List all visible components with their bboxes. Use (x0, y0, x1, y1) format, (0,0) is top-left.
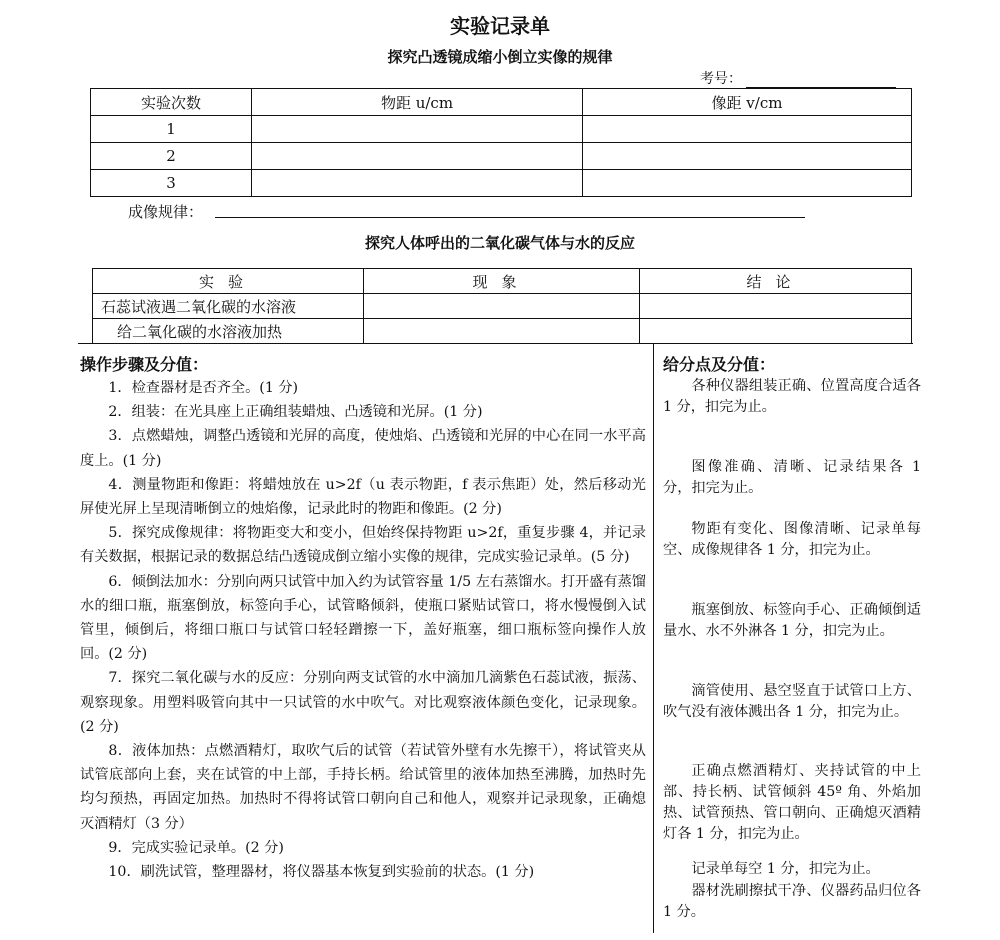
step-item: 9．完成实验记录单。(2 分) (108, 839, 284, 856)
step-item: 4．测量物距和像距：将蜡烛放在 u>2f（u 表示物距，f 表示焦距）处，然后移动光屏使光屏上呈现清晰倒立的烛焰像，记录此时的物距和像距。(2 分) (80, 476, 646, 518)
header-conclusion: 结论 (640, 269, 912, 294)
document-title: 实验记录单 (450, 14, 550, 38)
exam-number-field (700, 68, 896, 88)
table-row (93, 294, 912, 319)
score-item: 瓶塞倒放、标签向手心、正确倾倒适量水、水不外淋各 1 分，扣完为止。 (663, 602, 921, 639)
image-distance-cell[interactable] (583, 143, 912, 170)
step-item: 6．倾倒法加水：分别向两只试管中加入约为试管容量 1/5 左右蒸馏水。打开盛有蒸馏水的细口瓶，瓶塞倒放，标签向手心，试管略倾斜，使瓶口紧贴试管口，将水慢慢倒入试管里，倾倒后，将细口瓶口与试管口轻轻蹭擦一下，盖好瓶塞，细口瓶标签向操作人放回。(2 分) (80, 573, 646, 663)
section-divider (78, 343, 913, 344)
trial-number: 2 (91, 143, 252, 170)
header-experiment: 实验 (93, 269, 364, 294)
imaging-rule-blank[interactable] (215, 217, 805, 218)
experiment-cell: 石蕊试液遇二氧化碳的水溶液 (93, 294, 364, 319)
column-divider (653, 343, 654, 933)
score-item: 图像准确、清晰、记录结果各 1 分，扣完为止。 (663, 459, 921, 496)
table-row (91, 143, 912, 170)
score-item: 滴管使用、悬空竖直于试管口上方、吹气没有液体溅出各 1 分，扣完为止。 (663, 683, 921, 720)
object-distance-cell[interactable] (252, 143, 583, 170)
co2-record-table (92, 268, 912, 344)
conclusion-cell[interactable] (640, 294, 912, 319)
score-item: 器材洗刷擦拭干净、仪器药品归位各 1 分。 (663, 883, 921, 920)
object-distance-cell[interactable] (252, 116, 583, 143)
steps-list (80, 376, 646, 884)
table-header-row (93, 269, 912, 294)
score-item: 各种仪器组装正确、位置高度合适各 1 分，扣完为止。 (663, 378, 921, 415)
header-trial: 实验次数 (91, 89, 252, 116)
experiment-2-title: 探究人体呼出的二氧化碳气体与水的反应 (364, 234, 635, 252)
exam-number-label: 考号： (700, 71, 742, 87)
step-item: 1．检查器材是否齐全。(1 分) (108, 380, 299, 396)
header-image-distance: 像距 v/cm (583, 89, 912, 116)
experiment-cell: 给二氧化碳的水溶液加热 (93, 319, 364, 344)
exam-number-blank[interactable] (746, 73, 896, 88)
table-row (91, 116, 912, 143)
phenomenon-cell[interactable] (364, 294, 640, 319)
imaging-rule-label: 成像规律： (128, 203, 204, 221)
step-item: 8．液体加热：点燃酒精灯，取吹气后的试管（若试管外壁有水先擦干），将试管夹从试管底部向上套，夹在试管的中上部，手持长柄。给试管里的液体加热至沸腾，加热时先均匀预热，再固定加热。加热时不得将试管口朝向自己和他人，观察并记录现象，正确熄灭酒精灯（3 分） (80, 743, 646, 832)
header-phenomenon: 现象 (364, 269, 640, 294)
image-distance-cell[interactable] (583, 116, 912, 143)
step-item: 7．探究二氧化碳与水的反应：分别向两支试管的水中滴加几滴紫色石蕊试液，振荡、观察现象。用塑料吸管向其中一只试管的水中吹气。对比观察液体颜色变化，记录现象。(2 分) (80, 670, 646, 735)
step-item: 5．探究成像规律：将物距变大和变小，但始终保持物距 u>2f，重复步骤 4，并记录有关数据，根据记录的数据总结凸透镜成倒立缩小实像的规律，完成实验记录单。(5 分) (80, 525, 646, 566)
header-object-distance: 物距 u/cm (252, 89, 583, 116)
experiment-1-title: 探究凸透镜成缩小倒立实像的规律 (387, 48, 613, 66)
table-row (91, 170, 912, 197)
step-item: 3．点燃蜡烛，调整凸透镜和光屏的高度，使烛焰、凸透镜和光屏的中心在同一水平高度上。(1 分) (80, 428, 646, 469)
steps-title: 操作步骤及分值： (80, 355, 209, 374)
trial-number: 3 (91, 170, 252, 197)
scoring-title: 给分点及分值： (663, 355, 776, 374)
score-item: 记录单每空 1 分，扣完为止。 (691, 861, 880, 877)
object-distance-cell[interactable] (252, 170, 583, 197)
phenomenon-cell[interactable] (364, 319, 640, 344)
score-item: 物距有变化、图像清晰、记录单每空、成像规律各 1 分，扣完为止。 (663, 521, 921, 558)
step-item: 2．组装：在光具座上正确组装蜡烛、凸透镜和光屏。(1 分) (108, 404, 483, 421)
score-item: 正确点燃酒精灯、夹持试管的中上部、持长柄、试管倾斜 45º 角、外焰加热、试管预热、管口朝向、正确熄灭酒精灯各 1 分，扣完为止。 (663, 763, 921, 842)
image-distance-cell[interactable] (583, 170, 912, 197)
table-header-row (91, 89, 912, 116)
table-row (93, 319, 912, 344)
trial-number: 1 (91, 116, 252, 143)
step-item: 10．刷洗试管，整理器材，将仪器基本恢复到实验前的状态。(1 分) (108, 864, 535, 881)
lens-record-table (90, 88, 912, 197)
conclusion-cell[interactable] (640, 319, 912, 344)
